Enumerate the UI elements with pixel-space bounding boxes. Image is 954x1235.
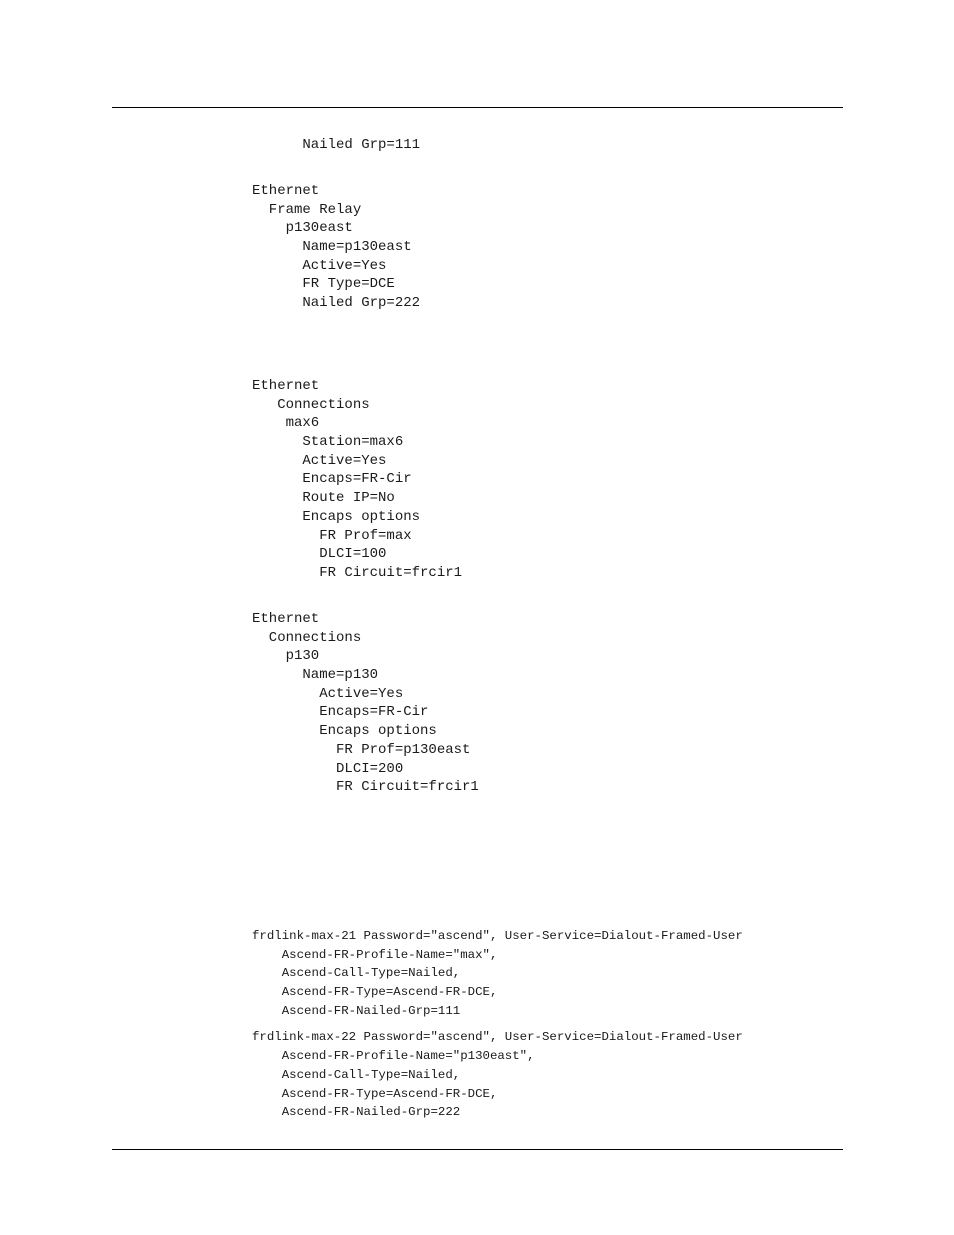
config-line: Active=Yes xyxy=(252,685,404,702)
config-line: Ethernet xyxy=(252,378,320,394)
config-block-connection-p130 xyxy=(252,610,479,797)
config-line: p130 xyxy=(252,648,320,665)
config-line: Encaps options xyxy=(252,508,421,525)
config-line: Active=Yes xyxy=(252,452,387,469)
radius-line: Ascend-FR-Nailed-Grp=222 xyxy=(252,1105,461,1120)
radius-profiles xyxy=(252,927,743,1122)
config-line: Name=p130east xyxy=(252,239,412,256)
config-line: FR Prof=p130east xyxy=(252,741,471,758)
config-block-nailed-group xyxy=(252,136,420,155)
config-line: Ethernet xyxy=(252,183,320,199)
config-line: FR Circuit=frcir1 xyxy=(252,779,479,796)
header-rule xyxy=(112,107,843,108)
config-line: DLCI=200 xyxy=(252,760,404,777)
radius-line: Ascend-Call-Type=Nailed, xyxy=(252,1067,461,1082)
config-line: FR Type=DCE xyxy=(252,276,395,293)
radius-line: Ascend-FR-Profile-Name="max", xyxy=(252,947,498,962)
config-line: Active=Yes xyxy=(252,257,387,274)
config-line: Route IP=No xyxy=(252,490,395,507)
radius-line: frdlink-max-22 Password="ascend", User-Service=Dialout-Framed-User xyxy=(252,1030,743,1045)
config-line: Encaps=FR-Cir xyxy=(252,704,429,721)
config-line: Encaps=FR-Cir xyxy=(252,471,412,488)
config-line: FR Circuit=frcir1 xyxy=(252,564,463,581)
config-block-frame-relay-p130east xyxy=(252,182,420,313)
config-block-connection-max6 xyxy=(252,377,462,583)
config-line: Encaps options xyxy=(252,723,437,740)
radius-line: Ascend-FR-Nailed-Grp=111 xyxy=(252,1003,461,1018)
config-line: Name=p130 xyxy=(252,667,379,684)
radius-line: Ascend-FR-Type=Ascend-FR-DCE, xyxy=(252,985,498,1000)
footer-rule xyxy=(112,1149,843,1150)
radius-line: Ascend-FR-Profile-Name="p130east", xyxy=(252,1049,535,1064)
config-line: Nailed Grp=222 xyxy=(252,295,421,312)
config-line: p130east xyxy=(252,220,353,237)
config-line: Frame Relay xyxy=(252,201,362,218)
config-line: Connections xyxy=(252,396,370,413)
config-line: Nailed Grp=111 xyxy=(252,137,421,153)
config-line: DLCI=100 xyxy=(252,546,387,563)
config-line: Connections xyxy=(252,629,362,646)
config-line: FR Prof=max xyxy=(252,527,412,544)
radius-line: Ascend-FR-Type=Ascend-FR-DCE, xyxy=(252,1086,498,1101)
radius-line: frdlink-max-21 Password="ascend", User-Service=Dialout-Framed-User xyxy=(252,929,743,943)
config-line: Ethernet xyxy=(252,611,320,627)
config-line: Station=max6 xyxy=(252,434,404,451)
config-line: max6 xyxy=(252,415,320,432)
radius-line: Ascend-Call-Type=Nailed, xyxy=(252,966,461,981)
